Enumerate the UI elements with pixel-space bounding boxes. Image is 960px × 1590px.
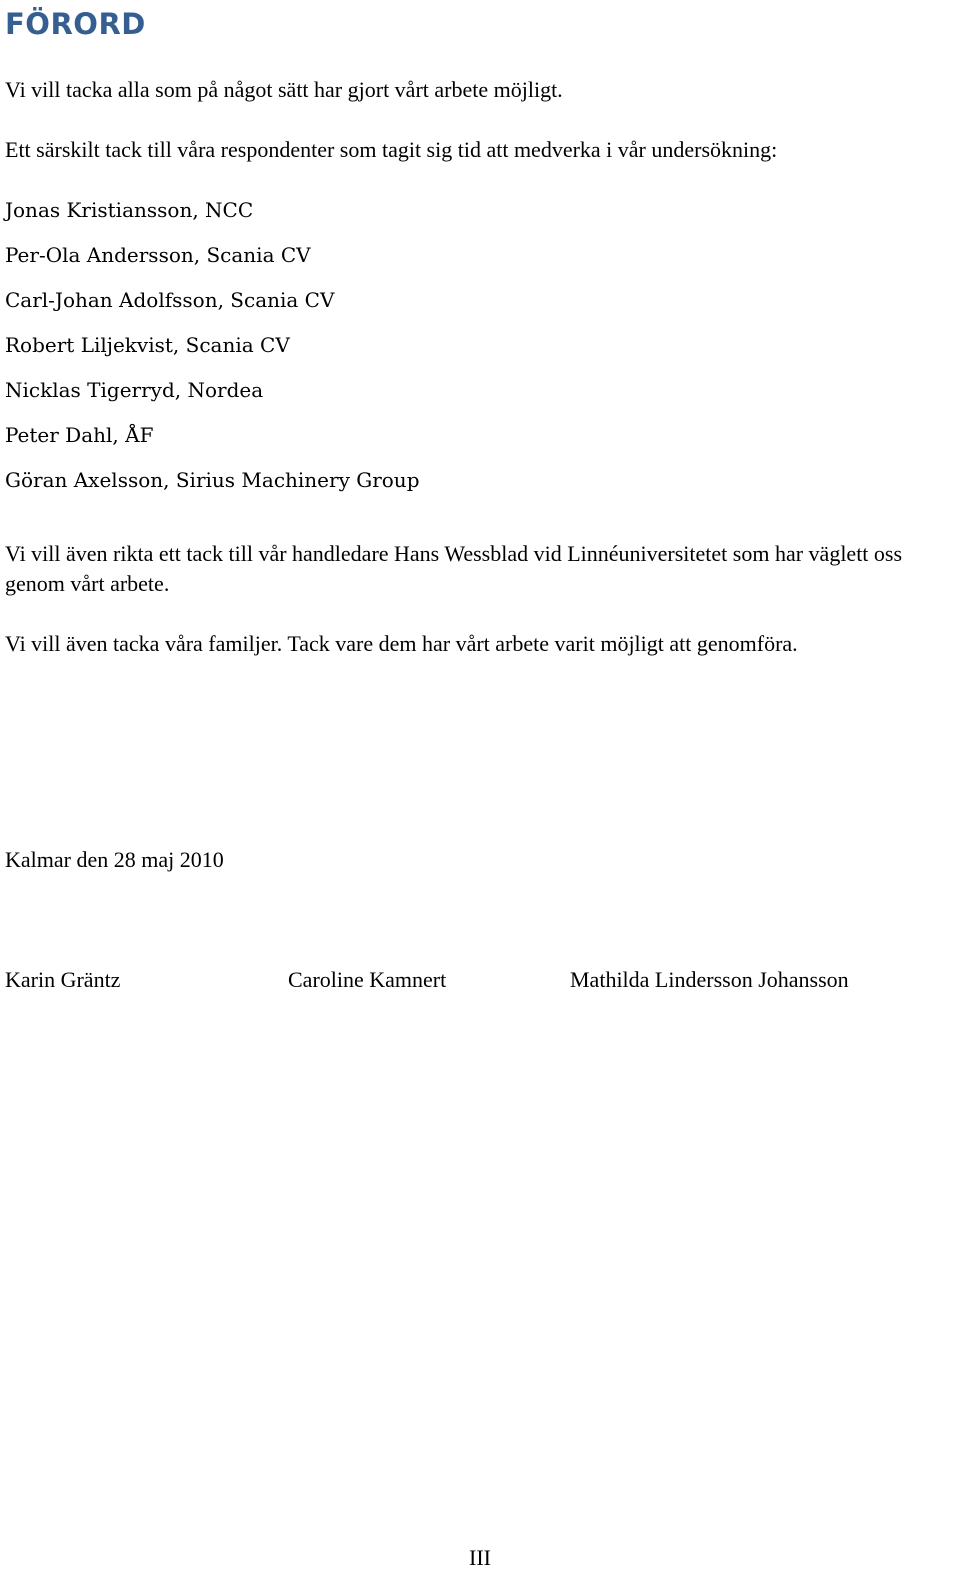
author-name: Karin Gräntz (5, 967, 121, 992)
place-date: Kalmar den 28 maj 2010 (5, 847, 224, 872)
author-name: Mathilda Lindersson Johansson (570, 967, 849, 992)
supervisor-thanks: Vi vill även rikta ett tack till vår handledare Hans Wessblad vid Linnéuniversitetet som har väglett oss genom vårt arbete. (5, 541, 903, 596)
author-name: Caroline Kamnert (288, 967, 447, 992)
respondent-item: Robert Liljekvist, Scania CV (5, 333, 290, 357)
respondent-item: Peter Dahl, ÅF (5, 423, 154, 447)
respondent-item: Per-Ola Andersson, Scania CV (5, 243, 311, 267)
respondent-item: Carl-Johan Adolfsson, Scania CV (5, 288, 335, 312)
page-number: III (469, 1545, 491, 1570)
page-title: FÖRORD (5, 7, 146, 41)
intro-paragraph: Vi vill tacka alla som på något sätt har gjort vårt arbete möjligt. (5, 77, 563, 102)
respondent-item: Göran Axelsson, Sirius Machinery Group (5, 468, 420, 492)
respondent-item: Jonas Kristiansson, NCC (5, 198, 254, 222)
respondents-intro: Ett särskilt tack till våra respondenter som tagit sig tid att medverka i vår undersökning: (5, 137, 778, 162)
family-thanks: Vi vill även tacka våra familjer. Tack vare dem har vårt arbete varit möjligt att genomföra. (5, 631, 798, 656)
respondent-item: Nicklas Tigerryd, Nordea (5, 378, 264, 402)
